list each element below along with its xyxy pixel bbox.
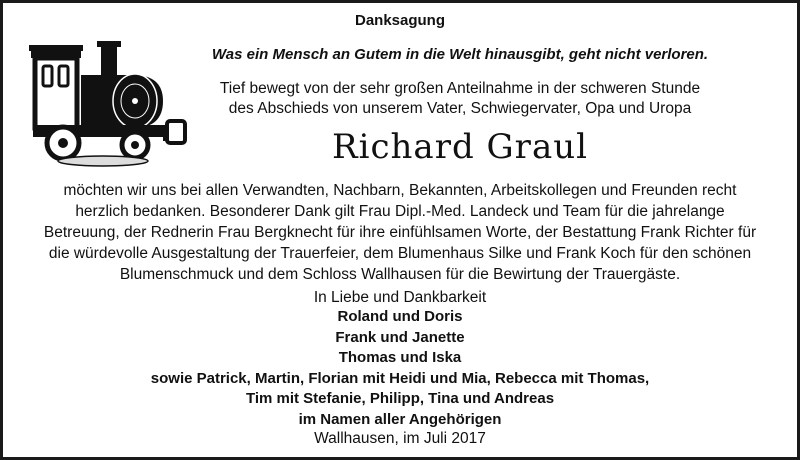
signer-line: sowie Patrick, Martin, Florian mit Heidi und Mia, Rebecca mit Thomas, xyxy=(150,369,650,387)
signer-line: Tim mit Stefanie, Philipp, Tina und Andreas xyxy=(245,390,555,407)
thanks-line: die würdevolle Ausgestaltung der Trauerfeier, dem Blumenhaus Silke und Frank Koch für den schönen xyxy=(48,245,752,262)
thanks-paragraph xyxy=(17,180,783,285)
intro-line: des Abschieds von unserem Vater, Schwiegervater, Opa und Uropa xyxy=(228,100,692,117)
signer-line: Roland und Doris xyxy=(337,308,463,325)
deceased-name: Richard Graul xyxy=(332,127,588,167)
motto-quote: Was ein Mensch an Gutem in die Welt hinausgibt, geht nicht verloren. xyxy=(211,46,709,63)
signer-line: Thomas und Iska xyxy=(338,349,462,366)
thanks-line: Betreuung, der Rednerin Frau Bergknecht für ihre einfühlsamen Worte, der Bestattung Frank Richter für xyxy=(43,224,757,241)
signer-line: Frank und Janette xyxy=(335,328,465,346)
notice-heading: Danksagung xyxy=(354,12,445,29)
signer-line: im Namen aller Angehörigen xyxy=(298,410,502,428)
intro-line: Tief bewegt von der sehr großen Anteilnahme in der schweren Stunde xyxy=(219,80,701,97)
place-date: Wallhausen, im Juli 2017 xyxy=(314,430,486,447)
thanks-line: Blumenschmuck und dem Schloss Wallhausen für die Bewirtung der Trauergäste. xyxy=(119,266,681,283)
thanks-line: herzlich bedanken. Besonderer Dank gilt Frau Dipl.-Med. Landeck und Team für die jahrelange xyxy=(75,203,725,220)
closing-phrase: In Liebe und Dankbarkeit xyxy=(313,289,487,306)
intro-text xyxy=(133,79,787,119)
thanks-line: möchten wir uns bei allen Verwandten, Nachbarn, Bekannten, Arbeitskollegen und Freunden recht xyxy=(63,182,737,199)
signers-list xyxy=(3,307,797,430)
